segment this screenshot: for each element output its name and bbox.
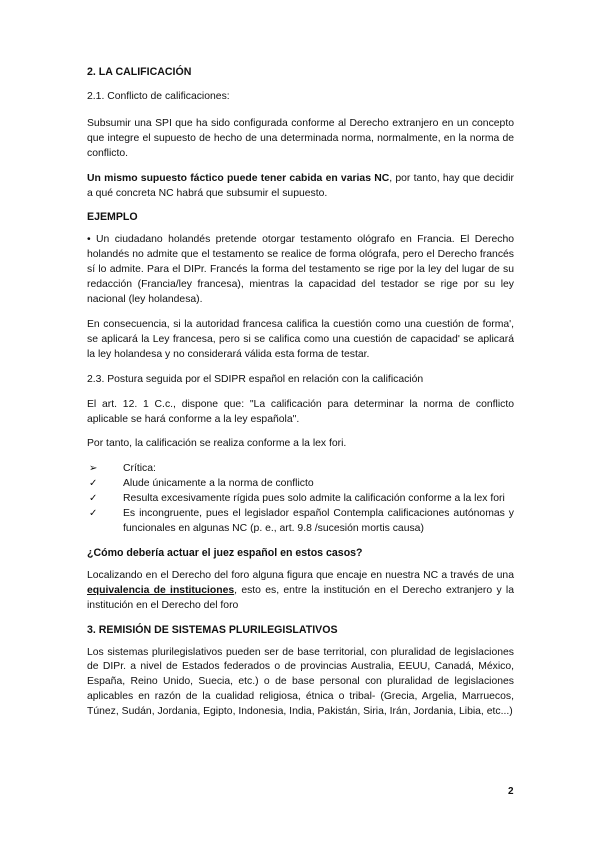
check-icon: ✓ — [89, 508, 98, 520]
text-rest: , por tanto, hay que decidir a qué concreta NC habrá que subsumir el supuesto. — [87, 172, 514, 199]
section-heading-plurilegislativos: 3. REMISIÓN DE SISTEMAS PLURILEGISLATIVOS — [87, 623, 338, 636]
bold-phrase: Un mismo supuesto fáctico puede tener cabida en varias NC — [87, 172, 390, 184]
paragraph-lex-fori: Por tanto, la calificación se realiza conforme a la lex fori. — [87, 438, 347, 450]
check-icon: ✓ — [89, 478, 98, 490]
list-item: ✓ Es incongruente, pues el legislador español Contempla calificaciones autónomas y funcionales en algunas NC (p. e., art. 9.8 /sucesión mortis causa) — [89, 508, 514, 534]
underlined-phrase: equivalencia de instituciones — [87, 584, 235, 596]
paragraph-localizando: Localizando en el Derecho del foro alguna figura que encaje en nuestra NC a través de una equivalencia de instituciones, esto es, entre la institución en el Derecho extranjero y la institución en el Derecho del foro — [87, 569, 515, 611]
arrow-icon: ➢ — [89, 463, 98, 475]
paragraph-sistemas: Los sistemas plurilegislativos pueden ser de base territorial, con pluralidad de legislaciones de DIPr. a nivel de Estados federados o de provincias Australia, EEUU, Canadá, México, España, Reino Unido, Suecia, etc.) o de base personal con pluralidad de legislaciones aplicables en razón de la cualidad religiosa, étnica o tribal- (Grecia, Argelia, Marruecos, Túnez, Sudán, Jordania, Egipto, Indonesia, India, Pakistán, Siria, Irán, Jordania, Libia, etc...) — [87, 646, 514, 718]
paragraph-subsumir: Subsumir una SPI que ha sido configurada conforme al Derecho extranjero en un concepto que integre el supuesto de hecho de una determinada norma, normalmente, en la norma de conflicto. — [87, 117, 514, 159]
page-number: 2 — [508, 786, 514, 797]
list-item: ✓ Resulta excesivamente rígida pues solo admite la calificación conforme a la lex fori — [87, 492, 514, 507]
check-icon: ✓ — [89, 493, 98, 505]
critica-list — [87, 462, 514, 537]
subsection-2-3: 2.3. Postura seguida por el SDIPR español en relación con la calificación — [87, 373, 424, 385]
paragraph-art-12: El art. 12. 1 C.c., dispone que: "La calificación para determinar la norma de conflicto aplicable se hará conforme a la ley española". — [87, 398, 514, 425]
paragraph-supuesto-factico — [87, 172, 514, 202]
document-page — [87, 66, 514, 720]
question-heading: ¿Cómo debería actuar el juez español en estos casos? — [87, 546, 363, 559]
paragraph-consecuencia: En consecuencia, si la autoridad francesa califica la cuestión como una cuestión de forma', se aplicará la Ley francesa, pero si se califica como una cuestión de capacidad' se aplicará la ley holandesa y no considerará válida esta forma de testar. — [87, 318, 514, 360]
subsection-2-1: 2.1. Conflicto de calificaciones: — [87, 91, 230, 102]
heading-ejemplo: EJEMPLO — [87, 211, 138, 224]
section-heading-calificacion: 2. LA CALIFICACIÓN — [87, 66, 192, 78]
list-item: ✓ Alude únicamente a la norma de conflicto — [87, 477, 514, 492]
list-item: ➢ Crítica: — [87, 462, 514, 477]
paragraph-example: • Un ciudadano holandés pretende otorgar testamento ológrafo en Francia. El Derecho holandés no admite que el testamento se realice de forma ológrafa, pero el Derecho francés sí lo admite. Para el DIPr. Francés la forma del testamento se rige por la ley del lugar de su redacción (Francia/ley francesa), mientras la capacidad del testador se rige por su ley nacional (ley holandesa). — [87, 234, 514, 306]
